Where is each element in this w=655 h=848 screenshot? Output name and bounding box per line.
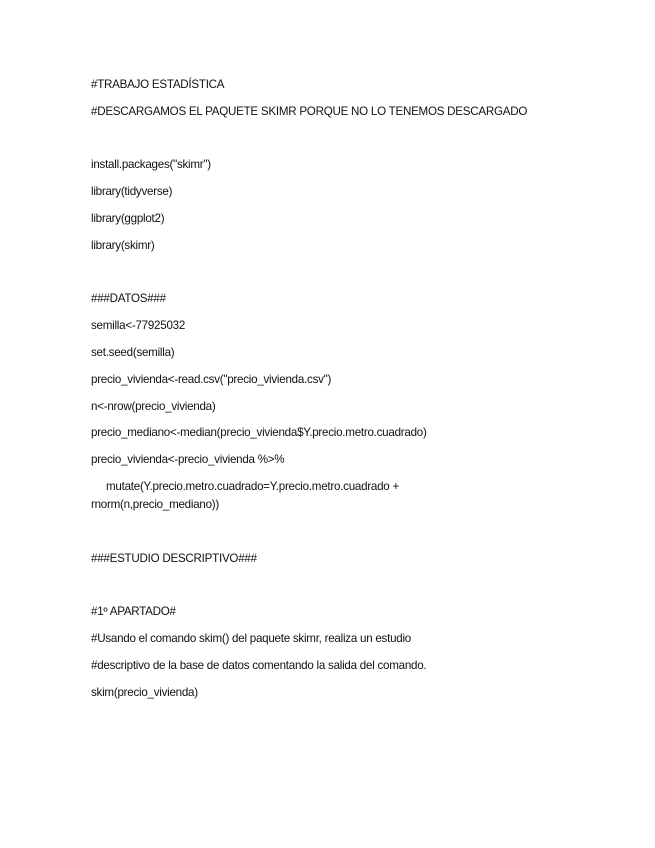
- blank-line: [91, 576, 611, 603]
- code-pipe: precio_vivienda<-precio_vivienda %>%: [91, 453, 285, 467]
- blank-line: [91, 523, 611, 550]
- heading-trabajo: #TRABAJO ESTADÍSTICA: [91, 78, 225, 91]
- section-apartado-1: #1º APARTADO#: [91, 605, 176, 619]
- blank-line: [91, 264, 611, 291]
- comment-descriptivo: #descriptivo de la base de datos comentando la salida del comando.: [91, 658, 427, 672]
- code-semilla: semilla<-77925032: [91, 319, 186, 333]
- code-install-packages: install.packages("skimr"): [91, 158, 211, 172]
- comment-usando-skim: #Usando el comando skim() del paquete skimr, realiza un estudio: [91, 631, 411, 645]
- code-mutate: mutate(Y.precio.metro.cuadrado=Y.precio.metro.cuadrado +: [106, 479, 399, 493]
- blank-line: [91, 130, 611, 157]
- comment-descargamos: #DESCARGAMOS EL PAQUETE SKIMR PORQUE NO LO TENEMOS DESCARGADO: [91, 104, 528, 118]
- code-library-ggplot2: library(ggplot2): [91, 211, 165, 225]
- code-read-csv: precio_vivienda<-read.csv("precio_vivienda.csv"): [91, 372, 332, 386]
- code-set-seed: set.seed(semilla): [91, 345, 175, 359]
- section-datos: ###DATOS###: [91, 292, 166, 306]
- code-library-tidyverse: library(tidyverse): [91, 185, 173, 199]
- code-nrow: n<-nrow(precio_vivienda): [91, 399, 216, 413]
- code-skim: skim(precio_vivienda): [91, 685, 198, 699]
- code-median: precio_mediano<-median(precio_vivienda$Y.precio.metro.cuadrado): [91, 426, 427, 440]
- section-estudio-descriptivo: ###ESTUDIO DESCRIPTIVO###: [91, 551, 257, 565]
- code-rnorm: rnorm(n,precio_mediano)): [91, 497, 220, 511]
- document-body: [91, 76, 611, 710]
- code-library-skimr: library(skimr): [91, 238, 155, 252]
